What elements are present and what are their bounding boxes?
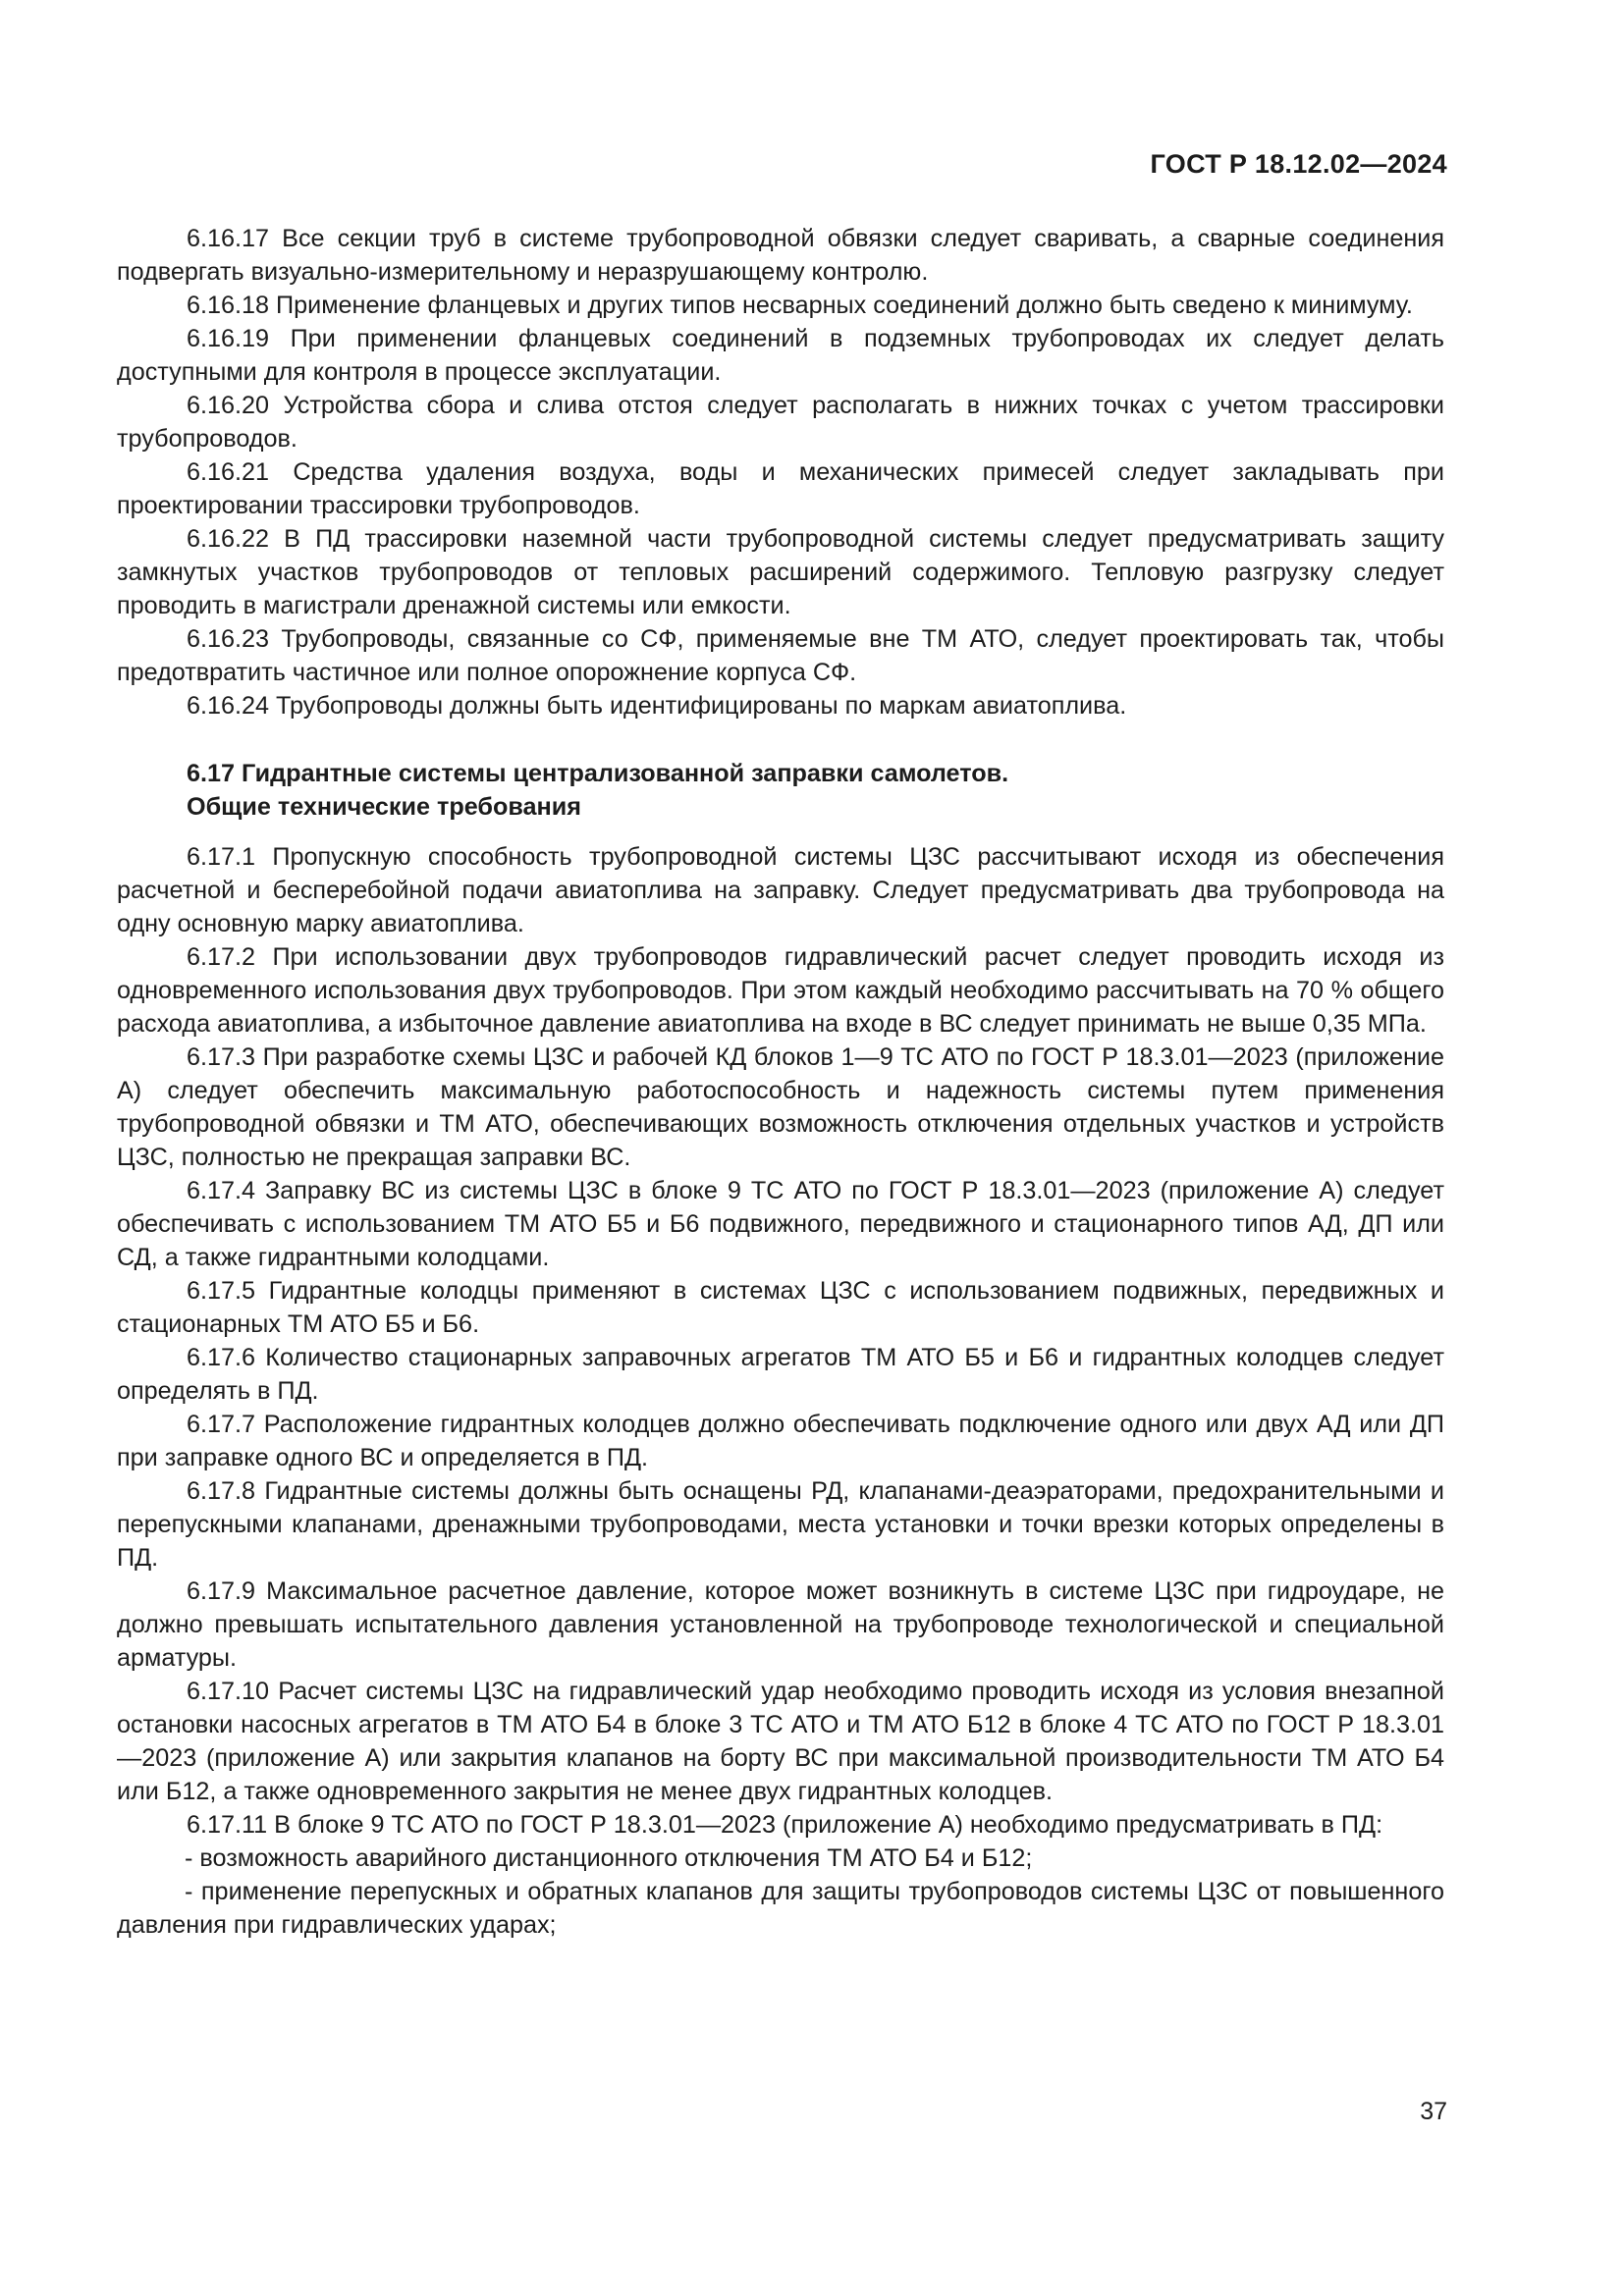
section-title-line-1: 6.17 Гидрантные системы централизованной заправки самолетов. [187, 760, 1009, 787]
section-title-line-2: Общие технические требования [187, 793, 581, 821]
list-item-bypass-valves: - применение перепускных и обратных клапанов для защиты трубопроводов системы ЦЗС от повышенного давления при гидравлических ударах; [117, 1878, 1444, 1939]
paragraph-6-17-2: 6.17.2 При использовании двух трубопроводов гидравлический расчет следует проводить исходя из одновременного использования двух трубопроводов. При этом каждый необходимо рассчитывать на 70 % общего расхода авиатоплива, а избыточное давление авиатоплива на входе в ВС следует принимать не выше 0,35 МПа. [117, 943, 1444, 1038]
paragraph-6-17-7: 6.17.7 Расположение гидрантных колодцев должно обеспечивать подключение одного или двух АД или ДП при заправке одного ВС и определяется в ПД. [117, 1411, 1444, 1471]
paragraph-6-16-20: 6.16.20 Устройства сбора и слива отстоя следует располагать в нижних точках с учетом трассировки трубопроводов. [117, 392, 1444, 453]
paragraph-6-16-24: 6.16.24 Трубопроводы должны быть идентифицированы по маркам авиатоплива. [187, 692, 1127, 720]
paragraph-6-16-22: 6.16.22 В ПД трассировки наземной части трубопроводной системы следует предусматривать защиту замкнутых участков трубопроводов от тепловых расширений содержимого. Тепловую разгрузку следует проводить в магистрали дренажной системы или емкости. [117, 525, 1444, 619]
document-code-header: ГОСТ Р 18.12.02—2024 [1150, 149, 1447, 179]
paragraph-6-17-6: 6.17.6 Количество стационарных заправочных агрегатов ТМ АТО Б5 и Б6 и гидрантных колодцев следует определять в ПД. [117, 1344, 1444, 1405]
paragraph-6-16-23: 6.16.23 Трубопроводы, связанные со СФ, применяемые вне ТМ АТО, следует проектировать так, чтобы предотвратить частичное или полное опорожнение корпуса СФ. [117, 625, 1444, 686]
paragraph-6-16-18: 6.16.18 Применение фланцевых и других типов несварных соединений должно быть сведено к минимуму. [187, 292, 1413, 319]
section-heading-6-17 [187, 757, 1444, 824]
paragraph-6-17-5: 6.17.5 Гидрантные колодцы применяют в системах ЦЗС с использованием подвижных, передвижных и стационарных ТМ АТО Б5 и Б6. [117, 1277, 1444, 1338]
paragraph-6-16-17: 6.16.17 Все секции труб в системе трубопроводной обвязки следует сваривать, а сварные соединения подвергать визуально-измерительному и неразрушающему контролю. [117, 225, 1444, 286]
paragraph-6-17-9: 6.17.9 Максимальное расчетное давление, которое может возникнуть в системе ЦЗС при гидроударе, не должно превышать испытательного давления установленной на трубопроводе технологической и специальной арматуры. [117, 1577, 1444, 1672]
paragraph-6-17-10: 6.17.10 Расчет системы ЦЗС на гидравлический удар необходимо проводить исходя из условия внезапной остановки насосных агрегатов в ТМ АТО Б4 в блоке 3 ТС АТО и ТМ АТО Б12 в блоке 4 ТС АТО по ГОСТ Р 18.3.01—2023 (приложение А) или закрытия клапанов на борту ВС при максимальной производительности ТМ АТО Б4 или Б12, а также одновременного закрытия не менее двух гидрантных колодцев. [117, 1678, 1444, 1805]
paragraph-6-17-8: 6.17.8 Гидрантные системы должны быть оснащены РД, клапанами-деаэраторами, предохранительными и перепускными клапанами, дренажными трубопроводами, места установки и точки врезки которых определены в ПД. [117, 1477, 1444, 1572]
paragraph-6-17-11: 6.17.11 В блоке 9 ТС АТО по ГОСТ Р 18.3.01—2023 (приложение А) необходимо предусматривать в ПД: [187, 1811, 1383, 1839]
list-item-emergency-shutdown: - возможность аварийного дистанционного отключения ТМ АТО Б4 и Б12; [185, 1844, 1033, 1872]
paragraph-6-16-19: 6.16.19 При применении фланцевых соединений в подземных трубопроводах их следует делать доступными для контроля в процессе эксплуатации. [117, 325, 1444, 386]
page-number: 37 [1420, 2098, 1447, 2125]
paragraph-6-16-21: 6.16.21 Средства удаления воздуха, воды и механических примесей следует закладывать при проектировании трассировки трубопроводов. [117, 458, 1444, 519]
paragraph-6-17-1: 6.17.1 Пропускную способность трубопроводной системы ЦЗС рассчитывают исходя из обеспечения расчетной и бесперебойной подачи авиатоплива на заправку. Следует предусматривать два трубопровода на одну основную марку авиатоплива. [117, 843, 1444, 937]
document-body [117, 222, 1444, 1942]
paragraph-6-17-4: 6.17.4 Заправку ВС из системы ЦЗС в блоке 9 ТС АТО по ГОСТ Р 18.3.01—2023 (приложение А) следует обеспечивать с использованием ТМ АТО Б5 и Б6 подвижного, передвижного и стационарного типов АД, ДП или СД, а также гидрантными колодцами. [117, 1177, 1444, 1271]
paragraph-6-17-3: 6.17.3 При разработке схемы ЦЗС и рабочей КД блоков 1—9 ТС АТО по ГОСТ Р 18.3.01—2023 (приложение А) следует обеспечить максимальную работоспособность и надежность системы путем применения трубопроводной обвязки и ТМ АТО, обеспечивающих возможность отключения отдельных участков и устройств ЦЗС, полностью не прекращая заправки ВС. [117, 1043, 1444, 1171]
